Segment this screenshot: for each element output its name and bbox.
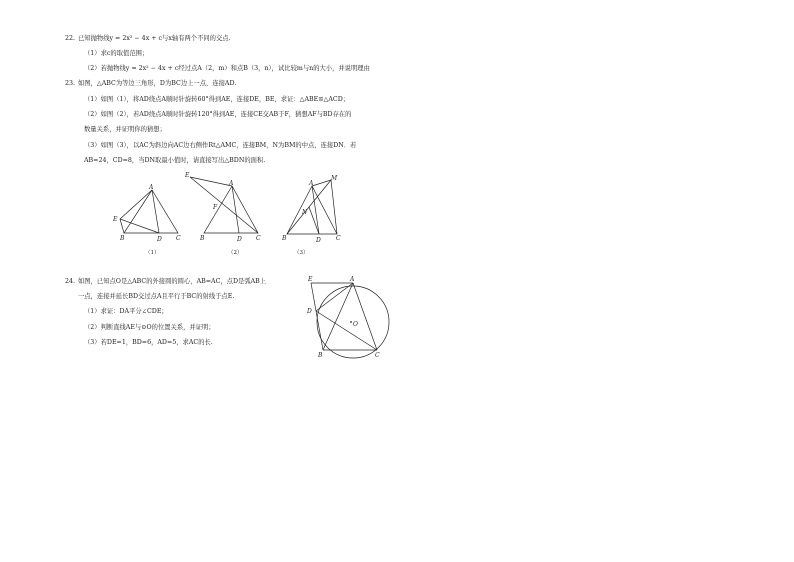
q24-stem2: 一点，连接并延长BD交过点A且平行于BC的射线于点E. — [78, 293, 235, 300]
fig3-label-b: B — [282, 235, 287, 242]
q22-part1: （1）求c的取值范围； — [84, 50, 149, 57]
q22-number: 22. — [65, 35, 76, 42]
fig2-label-d: D — [237, 236, 242, 243]
fig3-label-c: C — [336, 235, 341, 242]
q23-figure-3 — [278, 172, 358, 264]
q22-stem: 已知抛物线y = 2x² − 4x + c与x轴有两个不同的交点. — [78, 35, 231, 42]
fig3-label-d: D — [316, 237, 321, 244]
q23-part3b: AB=24，CD=8，当DN取最小值时，请直接写出△BDN的面积. — [84, 157, 266, 164]
q23-number: 23. — [65, 80, 76, 87]
fig2-segment-ae — [190, 177, 232, 186]
fig24-label-c: C — [375, 352, 380, 359]
fig1-segment-eb — [120, 219, 124, 233]
fig1-label-c: C — [176, 235, 181, 242]
q24-part1: （1）求证：DA平分∠CDE； — [84, 308, 168, 315]
fig3-label-a: A — [309, 180, 314, 187]
fig2-label-e: E — [185, 172, 190, 179]
fig1-label-e: E — [113, 216, 118, 223]
q23-part3a: （3）如图（3），以AC为斜边向AC边右侧作Rt△AMC，连接BM，N为BM的中点，连接DN．若 — [84, 142, 357, 149]
fig24-label-a: A — [350, 276, 355, 283]
q23-part2b: 数量关系，并证明你的猜想； — [84, 126, 166, 133]
fig3-segment-nd — [309, 207, 319, 234]
fig2-segment-ec — [190, 177, 258, 233]
fig2-label-f: F — [213, 204, 218, 211]
fig3-triangle-abc — [287, 186, 337, 234]
q22-part2: （2）若抛物线y = 2x² − 4x + c经过点A（2，m）和点B（3，n），试比较m与n的大小，并说明理由 — [84, 65, 370, 72]
fig2-label-a: A — [229, 180, 234, 187]
fig1-triangle-abc — [124, 190, 178, 233]
fig1-segment-ed — [120, 219, 159, 233]
fig24-segment-dc — [316, 311, 377, 350]
fig2-label-b: B — [200, 235, 205, 242]
fig24-label-d: D — [307, 308, 312, 315]
q23-figure-2 — [182, 170, 267, 265]
fig24-segment-da — [316, 283, 353, 311]
q23-part1: （1）如图（1），将AD绕点A顺时针旋转60°得到AE，连接DE，BE，求证：△ABE≌△ACD； — [84, 96, 350, 103]
fig1-caption: （1） — [145, 250, 160, 256]
q24-part3: （3）若DE=1，BD=6，AD=5，求AC的长. — [84, 339, 213, 346]
fig3-segment-mc — [331, 180, 337, 234]
fig24-label-b: B — [318, 352, 323, 359]
fig1-label-b: B — [120, 235, 125, 242]
fig24-segment-ac — [353, 283, 377, 350]
q24-figure — [300, 270, 395, 362]
fig2-segment-ad — [232, 186, 239, 233]
q24-stem: 如图，已知点O是△ABC的外接圆的圆心，AB=AC，点D是弧AB上 — [78, 278, 267, 285]
fig3-caption: （3） — [294, 250, 309, 256]
q23-figure-1 — [110, 180, 190, 265]
fig2-label-c: C — [256, 235, 261, 242]
fig24-label-e: E — [308, 276, 313, 283]
fig24-segment-ab — [323, 283, 353, 350]
fig1-label-d: D — [157, 236, 162, 243]
fig1-label-a: A — [149, 184, 154, 191]
q24-number: 24. — [65, 278, 76, 285]
fig24-segment-be — [311, 283, 323, 350]
fig3-label-m: M — [331, 175, 338, 182]
q24-part2: （2）判断直线AE与⊙O的位置关系，并证明； — [84, 324, 215, 331]
fig24-label-o: O — [353, 321, 358, 328]
fig3-label-n: N — [302, 209, 308, 216]
q23-part2a: （2）如图（2），若AD绕点A顺时针旋转120°得到AE，连接CE交AB于F，猜想AF与BD存在的 — [84, 111, 352, 118]
fig24-center-point — [350, 321, 352, 323]
q23-stem: 如图，△ABC为等边三角形，D为BC边上一点，连接AD. — [78, 80, 237, 87]
fig2-caption: （2） — [228, 250, 243, 256]
